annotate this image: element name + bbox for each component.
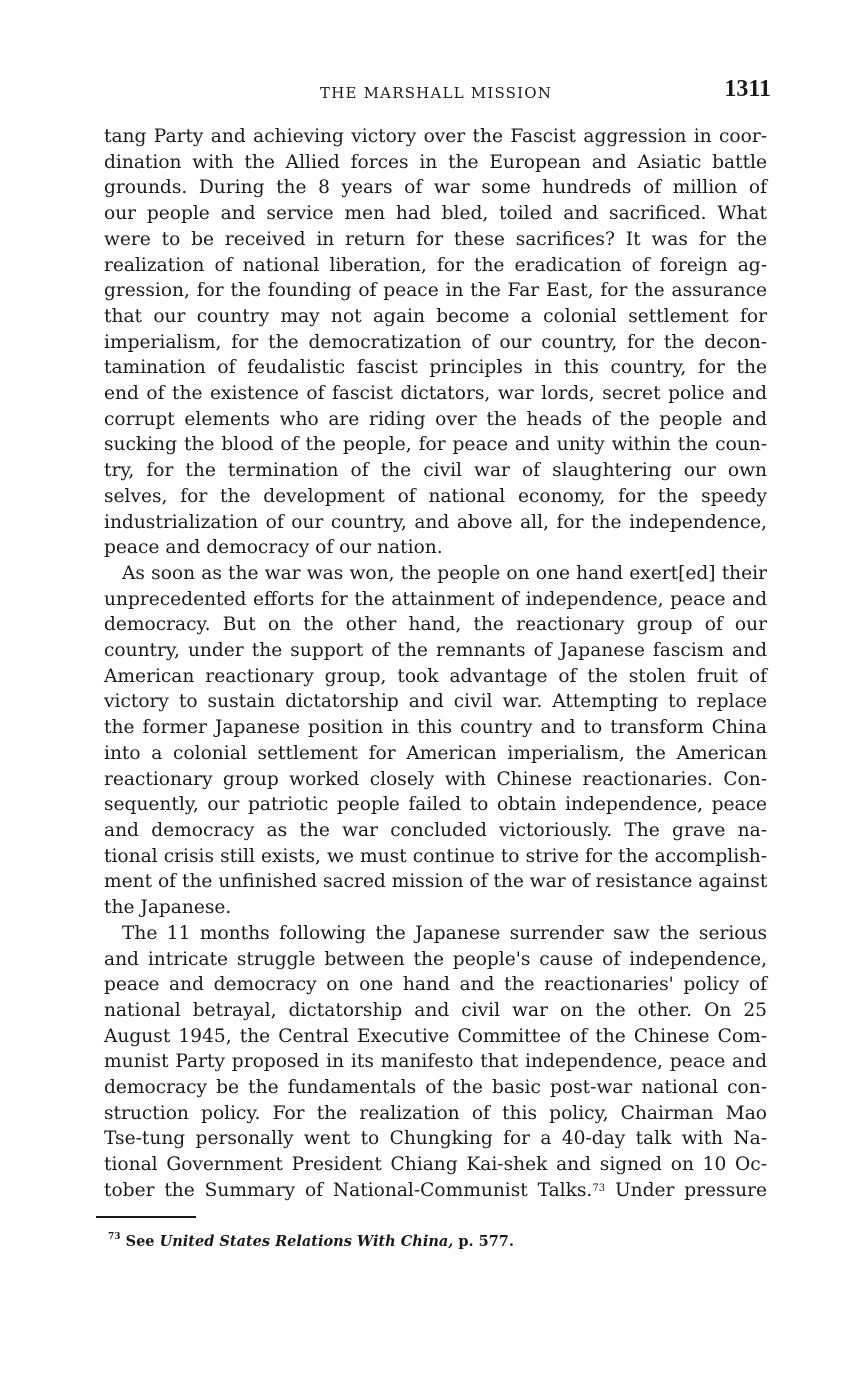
text-line-segment: tober the Summary of National-Communist Talks. bbox=[104, 1179, 593, 1201]
text-line: August 1945, the Central Executive Committee of the Chinese Com- bbox=[104, 1025, 767, 1047]
text-line: that our country may not again become a colonial settlement for bbox=[104, 305, 767, 327]
text-line: industrialization of our country, and above all, for the independence, bbox=[104, 511, 767, 533]
text-line: and democracy as the war concluded victoriously. The grave na- bbox=[104, 819, 767, 841]
footnote-prefix: See bbox=[125, 1233, 155, 1250]
text-line: tamination of feudalistic fascist principles in this country, for the bbox=[104, 357, 767, 379]
text-line: gression, for the founding of peace in the Far East, for the assurance bbox=[104, 280, 767, 302]
text-line: grounds. During the 8 years of war some hundreds of million of bbox=[104, 177, 767, 199]
text-line: unprecedented efforts for the attainment of independence, peace and bbox=[104, 588, 767, 610]
text-line: dination with the Allied forces in the European and Asiatic battle bbox=[104, 151, 767, 173]
footnote-source-title: United States Relations With China, bbox=[159, 1233, 454, 1250]
text-line: try, for the termination of the civil war of slaughtering our own bbox=[104, 460, 767, 482]
text-line: peace and democracy on one hand and the reactionaries' policy of bbox=[104, 974, 767, 996]
footnote bbox=[108, 1233, 514, 1250]
text-line bbox=[104, 1178, 767, 1204]
text-line: tional Government President Chiang Kai-shek and signed on 10 Oc- bbox=[104, 1154, 767, 1176]
text-line: reactionary group worked closely with Chinese reactionaries. Con- bbox=[104, 768, 767, 790]
text-line: Tse-tung personally went to Chungking for a 40-day talk with Na- bbox=[104, 1128, 767, 1150]
text-line: The 11 months following the Japanese surrender saw the serious bbox=[122, 922, 767, 944]
text-line: realization of national liberation, for the eradication of foreign ag- bbox=[104, 254, 767, 276]
text-line: munist Party proposed in its manifesto that independence, peace and bbox=[104, 1051, 767, 1073]
text-line: corrupt elements who are riding over the heads of the people and bbox=[104, 408, 767, 430]
text-line: tang Party and achieving victory over the Fascist aggression in coor- bbox=[104, 126, 767, 147]
text-line: democracy. But on the other hand, the reactionary group of our bbox=[104, 614, 767, 636]
text-line: democracy be the fundamentals of the basic post-war national con- bbox=[104, 1077, 767, 1099]
running-title: THE MARSHALL MISSION bbox=[320, 84, 553, 102]
paragraph-3 bbox=[104, 921, 767, 1204]
footnote-divider bbox=[96, 1216, 196, 1218]
text-line: into a colonial settlement for American imperialism, the American bbox=[104, 742, 767, 764]
text-line: sucking the blood of the people, for peace and unity within the coun- bbox=[104, 434, 767, 456]
text-line: the former Japanese position in this country and to transform China bbox=[104, 717, 767, 739]
text-line: end of the existence of fascist dictators, war lords, secret police and bbox=[104, 383, 767, 405]
footnote-marker: 73 bbox=[108, 1232, 121, 1242]
text-line: were to be received in return for these sacrifices? It was for the bbox=[104, 228, 767, 250]
paragraph-2 bbox=[104, 561, 767, 921]
text-line: struction policy. For the realization of this policy, Chairman Mao bbox=[104, 1102, 767, 1124]
footnote-reference: 73 bbox=[592, 1182, 606, 1194]
text-line: sequently, our patriotic people failed to obtain independence, peace bbox=[104, 794, 767, 816]
text-line: and intricate struggle between the people's cause of independence, bbox=[104, 948, 767, 970]
text-line: the Japanese. bbox=[104, 897, 232, 919]
text-line: ment of the unfinished sacred mission of the war of resistance against bbox=[104, 871, 768, 893]
text-line-segment: Under pressure bbox=[605, 1179, 767, 1201]
text-line: American reactionary group, took advantage of the stolen fruit of bbox=[104, 665, 767, 687]
body-text bbox=[104, 124, 767, 1204]
text-line: victory to sustain dictatorship and civil war. Attempting to replace bbox=[104, 691, 767, 713]
page-number: 1311 bbox=[724, 76, 771, 102]
paragraph-1 bbox=[104, 124, 767, 561]
text-line: our people and service men had bled, toiled and sacrificed. What bbox=[104, 203, 767, 225]
text-line: As soon as the war was won, the people on one hand exert[ed] their bbox=[122, 562, 767, 584]
text-line: selves, for the development of national economy, for the speedy bbox=[104, 485, 767, 507]
footnote-suffix: p. 577. bbox=[458, 1233, 514, 1250]
text-line: imperialism, for the democratization of our country, for the decon- bbox=[104, 331, 767, 353]
text-line: peace and democracy of our nation. bbox=[104, 537, 443, 559]
text-line: country, under the support of the remnants of Japanese fascism and bbox=[104, 640, 767, 662]
text-line: national betrayal, dictatorship and civil war on the other. On 25 bbox=[104, 999, 767, 1021]
text-line: tional crisis still exists, we must continue to strive for the accomplish- bbox=[104, 845, 767, 867]
